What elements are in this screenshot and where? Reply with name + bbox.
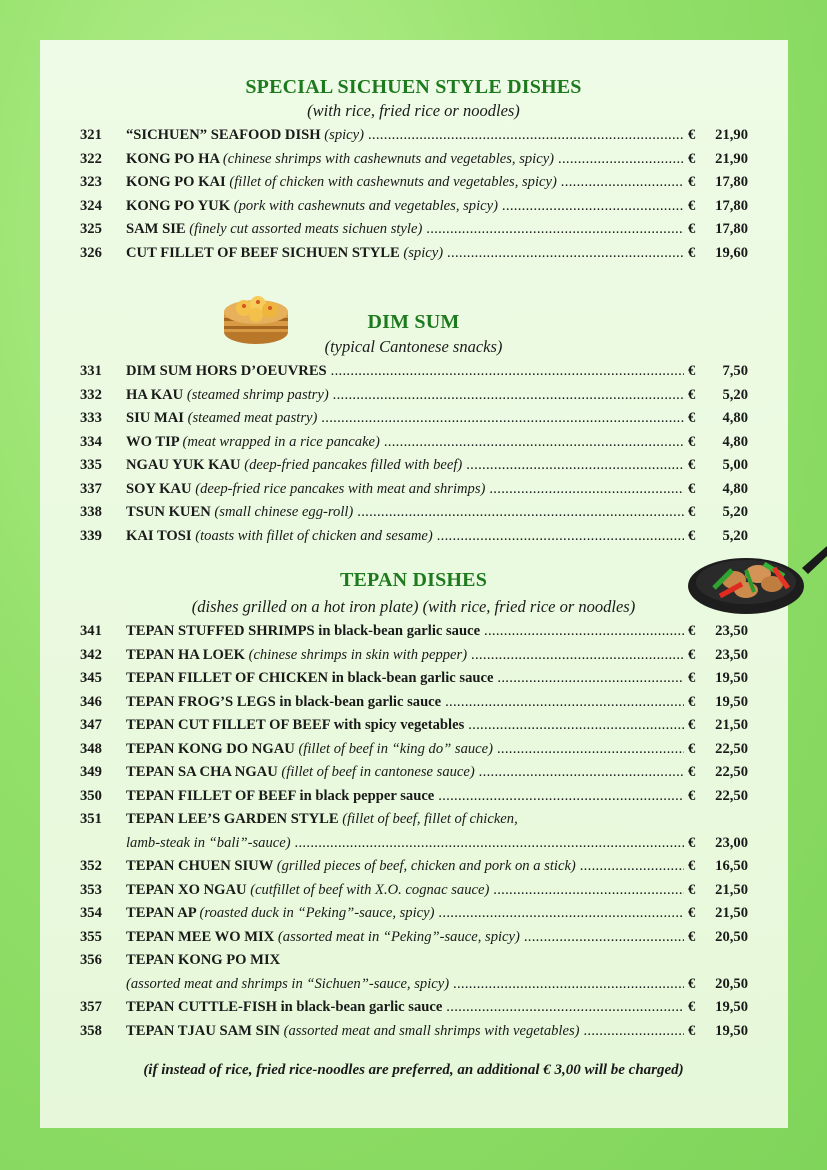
item-price: 17,80	[715, 174, 748, 190]
item-line	[126, 949, 684, 973]
currency-symbol: €	[688, 244, 696, 261]
item-line	[126, 1020, 684, 1044]
leader-dots	[485, 481, 684, 497]
menu-item-row	[0, 124, 827, 148]
item-number: 347	[80, 717, 102, 733]
item-name: TEPAN CHUEN SIUW	[126, 858, 274, 874]
item-line	[126, 478, 684, 502]
currency-symbol: €	[688, 670, 696, 686]
menu-item-row	[0, 644, 827, 668]
leader-dots	[443, 245, 684, 261]
menu-item-row	[0, 501, 827, 525]
item-number: 326	[80, 244, 102, 261]
item-line	[126, 667, 684, 691]
item-name: TEPAN KONG DO NGAU	[126, 740, 295, 757]
item-number: 358	[80, 1022, 102, 1039]
leader-dots	[467, 647, 684, 663]
currency-symbol: €	[688, 975, 696, 992]
item-name: SAM SIE	[126, 221, 186, 237]
item-description: (steamed shrimp pastry)	[186, 386, 329, 403]
item-description: (chinese shrimps in skin with pepper)	[248, 646, 468, 663]
item-description: (assorted meat in “Peking”-sauce, spicy)	[277, 928, 520, 945]
leader-dots	[353, 504, 684, 520]
item-price: 19,50	[715, 1022, 748, 1039]
menu-item-row	[0, 407, 827, 431]
menu-item-row-continued	[0, 832, 827, 856]
item-line	[126, 855, 684, 879]
section-title-tepan: TEPAN DISHES	[339, 569, 488, 591]
menu-item-row	[0, 431, 827, 455]
menu-item-row	[0, 218, 827, 242]
item-number: 333	[80, 410, 102, 426]
item-description: (deep-fried rice pancakes with meat and shrimps)	[195, 480, 486, 497]
item-name: TEPAN CUTTLE-FISH in black-bean garlic sauce	[126, 999, 443, 1015]
item-number: 325	[80, 221, 102, 237]
item-price: 21,50	[715, 717, 748, 733]
item-name: “SICHUEN” SEAFOOD DISH	[126, 127, 321, 143]
leader-dots	[580, 1023, 684, 1039]
leader-dots	[464, 717, 684, 733]
currency-symbol: €	[688, 764, 696, 780]
item-name: TEPAN LEE’S GARDEN STYLE	[126, 811, 339, 827]
item-number: 323	[80, 174, 102, 190]
item-name: TSUN KUEN	[126, 504, 211, 520]
item-line	[126, 148, 684, 172]
item-price: 4,80	[722, 480, 748, 497]
currency-symbol: €	[688, 386, 696, 403]
section-subtitle-tepan: (dishes grilled on a hot iron plate) (with rice, fried rice or noodles)	[191, 597, 636, 616]
item-description: (roasted duck in “Peking”-sauce, spicy)	[199, 905, 435, 921]
item-description: (spicy)	[403, 244, 444, 261]
item-name: TEPAN FILLET OF CHICKEN in black-bean garlic sauce	[126, 670, 494, 686]
item-line	[126, 761, 684, 785]
currency-symbol: €	[688, 1022, 696, 1039]
menu-item-row	[0, 148, 827, 172]
item-number: 345	[80, 670, 102, 686]
currency-symbol: €	[688, 787, 696, 804]
leader-dots	[520, 929, 684, 945]
currency-symbol: €	[688, 174, 696, 190]
item-price: 21,50	[715, 905, 748, 921]
menu-item-row	[0, 1020, 827, 1044]
menu-item-row	[0, 171, 827, 195]
item-number: 337	[80, 480, 102, 497]
currency-symbol: €	[688, 740, 696, 757]
item-price: 21,90	[715, 150, 748, 167]
item-name: SIU MAI	[126, 410, 184, 426]
currency-symbol: €	[688, 999, 696, 1015]
item-number: 349	[80, 764, 102, 780]
item-name: TEPAN FILLET OF BEEF in black pepper sauce	[126, 787, 435, 804]
item-description: (assorted meat and small shrimps with vegetables)	[283, 1022, 580, 1039]
item-price: 4,80	[722, 433, 748, 450]
item-price: 7,50	[722, 363, 748, 379]
menu-item-row	[0, 620, 827, 644]
item-line	[126, 620, 684, 644]
currency-symbol: €	[688, 150, 696, 167]
item-description: (toasts with fillet of chicken and sesame)	[195, 527, 433, 544]
item-number: 346	[80, 693, 102, 710]
item-price: 20,50	[715, 975, 748, 992]
menu-item-row	[0, 785, 827, 809]
currency-symbol: €	[688, 834, 696, 851]
leader-dots	[329, 387, 684, 403]
item-number: 332	[80, 386, 102, 403]
item-line	[126, 644, 684, 668]
section-subtitle-dimsum: (typical Cantonese snacks)	[324, 337, 503, 356]
item-price: 22,50	[715, 787, 748, 804]
menu-item-row	[0, 360, 827, 384]
item-price: 20,50	[715, 928, 748, 945]
item-number: 353	[80, 881, 102, 898]
item-number: 357	[80, 999, 102, 1015]
item-description-continued: lamb-steak in “bali”-sauce)	[126, 834, 291, 851]
item-name: KONG PO HA	[126, 150, 220, 167]
menu-item-row	[0, 855, 827, 879]
item-number: 355	[80, 928, 102, 945]
item-price: 5,00	[722, 457, 748, 473]
item-line	[126, 738, 684, 762]
menu-item-row	[0, 761, 827, 785]
item-name: TEPAN TJAU SAM SIN	[126, 1022, 280, 1039]
item-name: KONG PO YUK	[126, 197, 231, 214]
leader-dots	[498, 198, 684, 214]
item-line	[126, 171, 684, 195]
menu-list-dimsum	[0, 360, 827, 548]
leader-dots	[317, 410, 684, 426]
leader-dots	[449, 976, 684, 992]
item-price: 23,50	[715, 646, 748, 663]
currency-symbol: €	[688, 127, 696, 143]
leader-dots	[364, 127, 684, 143]
item-number: 354	[80, 905, 102, 921]
item-number: 334	[80, 433, 102, 450]
leader-dots	[434, 905, 684, 921]
item-line	[126, 902, 684, 926]
menu-item-row	[0, 242, 827, 266]
item-number: 352	[80, 858, 102, 874]
currency-symbol: €	[688, 433, 696, 450]
item-price: 17,80	[715, 197, 748, 214]
item-price: 21,50	[715, 881, 748, 898]
item-name: TEPAN AP	[126, 905, 196, 921]
item-description-continued: (assorted meat and shrimps in “Sichuen”-sauce, spicy)	[126, 975, 450, 992]
item-name: TEPAN HA LOEK	[126, 646, 245, 663]
item-name: TEPAN MEE WO MIX	[126, 928, 275, 945]
currency-symbol: €	[688, 905, 696, 921]
item-description: (chinese shrimps with cashewnuts and vegetables, spicy)	[222, 150, 555, 167]
item-line	[126, 454, 684, 478]
section-title-dimsum: DIM SUM	[367, 311, 460, 333]
item-line	[126, 879, 684, 903]
currency-symbol: €	[688, 363, 696, 379]
item-description: (grilled pieces of beef, chicken and pork on a stick)	[276, 858, 576, 874]
leader-dots	[475, 764, 684, 780]
item-price: 19,50	[715, 693, 748, 710]
item-description: (deep-fried pancakes filled with beef)	[244, 457, 463, 473]
item-line	[126, 714, 684, 738]
leader-dots	[493, 670, 684, 686]
currency-symbol: €	[688, 717, 696, 733]
item-line	[126, 501, 684, 525]
leader-dots	[441, 694, 684, 710]
menu-item-row	[0, 902, 827, 926]
item-name: TEPAN CUT FILLET OF BEEF with spicy vegetables	[126, 717, 465, 733]
item-name: KONG PO KAI	[126, 174, 226, 190]
menu-list-tepan	[0, 620, 827, 1043]
item-price: 5,20	[722, 504, 748, 520]
leader-dots	[576, 858, 684, 874]
item-price: 17,80	[715, 221, 748, 237]
item-name: TEPAN XO NGAU	[126, 881, 247, 898]
item-line	[126, 431, 684, 455]
currency-symbol: €	[688, 504, 696, 520]
footer-note: (if instead of rice, fried rice-noodles are preferred, an additional € 3,00 will be charged)	[143, 1062, 684, 1078]
currency-symbol: €	[688, 693, 696, 710]
menu-item-row	[0, 384, 827, 408]
leader-dots	[442, 999, 684, 1015]
item-number: 339	[80, 527, 102, 544]
item-name: KAI TOSI	[126, 527, 192, 544]
item-price: 19,50	[715, 999, 748, 1015]
menu-item-row	[0, 949, 827, 973]
currency-symbol: €	[688, 928, 696, 945]
item-price: 21,90	[715, 127, 748, 143]
menu-item-row	[0, 808, 827, 832]
item-price: 19,50	[715, 670, 748, 686]
leader-dots	[480, 623, 684, 639]
leader-dots	[433, 528, 684, 544]
item-description: (finely cut assorted meats sichuen style)	[189, 221, 423, 237]
leader-dots	[554, 151, 684, 167]
leader-dots	[291, 835, 684, 851]
item-price: 16,50	[715, 858, 748, 874]
item-price: 23,50	[715, 623, 748, 639]
leader-dots	[489, 882, 684, 898]
item-line	[126, 195, 684, 219]
item-name: NGAU YUK KAU	[126, 457, 241, 473]
item-line	[126, 996, 684, 1020]
item-line	[126, 218, 684, 242]
currency-symbol: €	[688, 623, 696, 639]
menu-item-row	[0, 926, 827, 950]
item-number: 348	[80, 740, 102, 757]
item-number: 350	[80, 787, 102, 804]
item-price: 5,20	[722, 527, 748, 544]
leader-dots	[462, 457, 684, 473]
item-line	[126, 808, 684, 832]
item-price: 4,80	[722, 410, 748, 426]
item-line	[126, 691, 684, 715]
menu-item-row	[0, 714, 827, 738]
item-line	[126, 785, 684, 809]
item-number: 351	[80, 811, 102, 827]
leader-dots	[557, 174, 684, 190]
item-line	[126, 124, 684, 148]
item-description: (pork with cashewnuts and vegetables, spicy)	[233, 197, 498, 214]
menu-item-row	[0, 478, 827, 502]
item-name: HA KAU	[126, 386, 184, 403]
item-price: 5,20	[722, 386, 748, 403]
item-description: (spicy)	[324, 127, 364, 143]
item-line	[126, 926, 684, 950]
menu-item-row	[0, 691, 827, 715]
item-line	[126, 360, 684, 384]
item-name: TEPAN SA CHA NGAU	[126, 764, 278, 780]
section-title-sichuen: SPECIAL SICHUEN STYLE DISHES	[245, 76, 582, 98]
item-description: (fillet of beef in “king do” sauce)	[298, 740, 493, 757]
currency-symbol: €	[688, 858, 696, 874]
currency-symbol: €	[688, 410, 696, 426]
item-price: 22,50	[715, 764, 748, 780]
item-description: (steamed meat pastry)	[187, 410, 318, 426]
item-number: 356	[80, 952, 102, 968]
item-description: (fillet of beef, fillet of chicken,	[342, 811, 518, 827]
item-number: 341	[80, 623, 102, 639]
currency-symbol: €	[688, 480, 696, 497]
item-description: (cutfillet of beef with X.O. cognac sauce)	[250, 881, 490, 898]
menu-item-row-continued	[0, 973, 827, 997]
item-price: 19,60	[715, 244, 748, 261]
item-line	[126, 407, 684, 431]
currency-symbol: €	[688, 527, 696, 544]
item-description: (fillet of chicken with cashewnuts and vegetables, spicy)	[229, 174, 557, 190]
item-name: DIM SUM HORS D’OEUVRES	[126, 363, 327, 379]
currency-symbol: €	[688, 221, 696, 237]
item-line	[126, 242, 684, 266]
leader-dots	[327, 363, 684, 379]
menu-item-row	[0, 879, 827, 903]
item-number: 322	[80, 150, 102, 167]
item-number: 331	[80, 363, 102, 379]
item-line	[126, 384, 684, 408]
leader-dots	[493, 741, 684, 757]
item-number: 324	[80, 197, 102, 214]
menu-list-sichuen	[0, 124, 827, 265]
item-number: 321	[80, 127, 102, 143]
leader-dots	[422, 221, 684, 237]
item-description: (fillet of beef in cantonese sauce)	[281, 764, 475, 780]
item-name: TEPAN STUFFED SHRIMPS in black-bean garlic sauce	[126, 623, 481, 639]
menu-item-row	[0, 996, 827, 1020]
item-number: 338	[80, 504, 102, 520]
menu-item-row	[0, 738, 827, 762]
item-name: WO TIP	[126, 433, 179, 450]
currency-symbol: €	[688, 457, 696, 473]
item-price: 22,50	[715, 740, 748, 757]
menu-item-row	[0, 195, 827, 219]
item-price: 23,00	[715, 834, 748, 851]
currency-symbol: €	[688, 881, 696, 898]
item-line-continued	[126, 973, 684, 997]
item-number: 335	[80, 457, 102, 473]
item-name: TEPAN FROG’S LEGS in black-bean garlic sauce	[126, 693, 442, 710]
menu-item-row	[0, 667, 827, 691]
currency-symbol: €	[688, 197, 696, 214]
leader-dots	[380, 434, 684, 450]
item-line-continued	[126, 832, 684, 856]
item-name: TEPAN KONG PO MIX	[126, 952, 281, 968]
item-name: CUT FILLET OF BEEF SICHUEN STYLE	[126, 244, 400, 261]
item-description: (small chinese egg-roll)	[214, 504, 354, 520]
currency-symbol: €	[688, 646, 696, 663]
leader-dots	[434, 788, 684, 804]
item-line	[126, 525, 684, 549]
section-subtitle-sichuen: (with rice, fried rice or noodles)	[307, 101, 520, 120]
item-number: 342	[80, 646, 102, 663]
item-description: (meat wrapped in a rice pancake)	[182, 433, 380, 450]
item-name: SOY KAU	[126, 480, 192, 497]
menu-item-row	[0, 454, 827, 478]
